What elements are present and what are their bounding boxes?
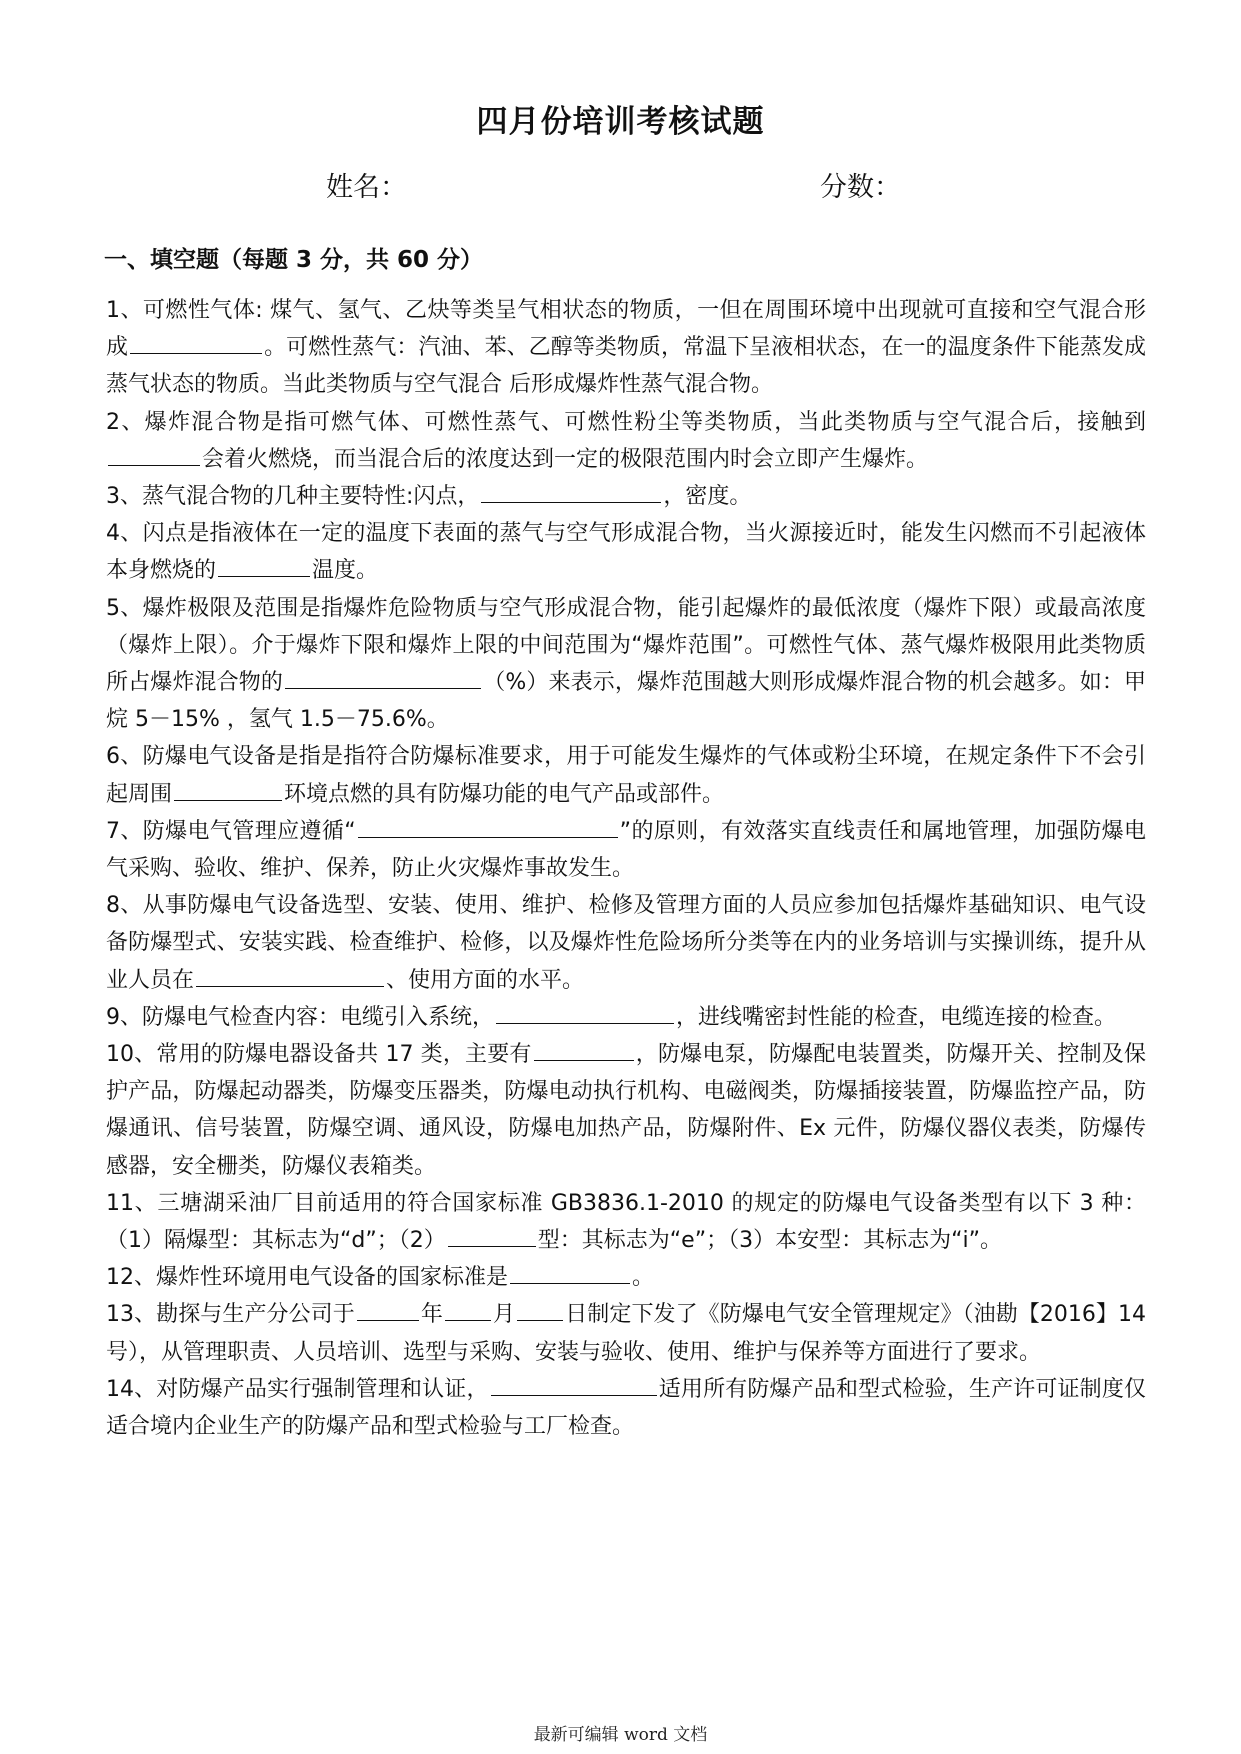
question-7 — [106, 813, 1146, 887]
score-label: 分数： — [820, 172, 901, 203]
question-5 — [106, 590, 1146, 739]
question-text: 6、防爆电气设备是指是指符合防爆标准要求，用于可能发生爆炸的气体或粉尘环境，在规定条件下不会引起周围 — [106, 744, 1146, 807]
page-footer: 最新可编辑 word 文档 — [533, 1725, 708, 1745]
answer-blank[interactable] — [357, 1298, 419, 1321]
question-9 — [106, 999, 1146, 1036]
question-8 — [106, 887, 1146, 999]
question-3 — [106, 478, 1146, 515]
question-text: ，密度。 — [663, 484, 752, 510]
question-text: ”的原则，有效落实直线责任和属地管理，加强防爆电气采购、验收、维护、保养，防止火灾爆炸事故发生。 — [106, 818, 1146, 882]
question-12 — [106, 1259, 1146, 1296]
answer-blank[interactable] — [517, 1298, 563, 1321]
question-text: 。 — [632, 1265, 655, 1291]
question-text: 9、防爆电气检查内容：电缆引入系统， — [106, 1004, 494, 1030]
answer-blank[interactable] — [108, 443, 200, 466]
page-title: 四月份培训考核试题 — [476, 104, 765, 140]
question-text: 1、可燃性气体: 煤气、氢气、乙炔等类呈气相状态的物质，一但在周围环境中出现就可直接和空气混合形成 — [106, 298, 1146, 361]
question-text: 13、勘探与生产分公司于 — [106, 1302, 355, 1328]
question-text: 环境点燃的具有防爆功能的电气产品或部件。 — [284, 781, 725, 807]
question-text: 日制定下发了《防爆电气安全管理规定》（油勘【2016】14 号），从管理职责、人员培训、选型与采购、安装与验收、使用、维护与保养等方面进行了要求。 — [106, 1302, 1153, 1365]
question-list — [106, 292, 1153, 1445]
question-text: ，防爆电泵，防爆配电装置类，防爆开关、控制及保护产品，防爆起动器类，防爆变压器类，防爆电动执行机构、电磁阀类，防爆插接装置，防爆监控产品，防爆通讯、信号装置，防爆空调、通风设，防爆电加热产品，防爆附件、Ex 元件，防爆仪器仪表类，防爆传感器，安全栅类，防爆仪表箱类。 — [106, 1042, 1146, 1179]
question-text: 7、防爆电气管理应遵循“ — [106, 818, 356, 844]
question-text: （%）来表示，爆炸范围越大则形成爆炸混合物的机会越多。如：甲烷 5－15% ，氢气 1.5－75.6%。 — [106, 670, 1146, 733]
question-text: 。可燃性蒸气：汽油、苯、乙醇等类物质，常温下呈液相状态，在一的温度条件下能蒸发成蒸气状态的物质。当此类物质与空气混合 后形成爆炸性蒸气混合物。 — [106, 335, 1146, 398]
question-text: 8、从事防爆电气设备选型、安装、使用、维护、检修及管理方面的人员应参加包括爆炸基础知识、电气设备防爆型式、安装实践、检查维护、检修，以及爆炸性危险场所分类等在内的业务培训与实操训练，提升从业人员在 — [106, 893, 1146, 993]
question-4 — [106, 515, 1146, 589]
answer-blank[interactable] — [174, 778, 282, 801]
answer-blank[interactable] — [358, 815, 618, 838]
answer-blank[interactable] — [481, 480, 661, 503]
question-2 — [106, 404, 1146, 478]
question-text: 温度。 — [312, 558, 379, 584]
question-10 — [106, 1036, 1146, 1185]
question-text: ，进线嘴密封性能的检查，电缆连接的检查。 — [676, 1004, 1117, 1030]
answer-blank[interactable] — [196, 964, 384, 987]
question-text: 月 — [492, 1302, 516, 1328]
question-text: 适用所有防爆产品和型式检验，生产许可证制度仅适合境内企业生产的防爆产品和型式检验与工厂检查。 — [106, 1376, 1146, 1440]
answer-blank[interactable] — [445, 1298, 491, 1321]
answer-blank[interactable] — [510, 1261, 630, 1284]
question-14 — [106, 1371, 1146, 1445]
answer-blank[interactable] — [448, 1224, 536, 1247]
question-text: 11、三塘湖采油厂目前适用的符合国家标准 GB3836.1-2010 的规定的防爆电气设备类型有以下 3 种：（1）隔爆型：其标志为“d”；（2） — [106, 1190, 1146, 1254]
question-text: 12、爆炸性环境用电气设备的国家标准是 — [106, 1265, 508, 1291]
question-text: 14、对防爆产品实行强制管理和认证， — [106, 1376, 489, 1402]
question-text: 年 — [420, 1302, 443, 1328]
question-text: 5、爆炸极限及范围是指爆炸危险物质与空气形成混合物，能引起爆炸的最低浓度（爆炸下限）或最高浓度（爆炸上限）。介于爆炸下限和爆炸上限的中间范围为“爆炸范围”。可燃性气体、蒸气爆炸极限用此类物质所占爆炸混合物的 — [106, 595, 1146, 696]
answer-blank[interactable] — [130, 331, 262, 354]
section-heading: 一、填空题（每题 3 分，共 60 分） — [104, 247, 484, 273]
question-text: 型：其标志为“e”；（3）本安型：其标志为“i”。 — [537, 1228, 1003, 1254]
question-text: 10、常用的防爆电器设备共 17 类，主要有 — [106, 1042, 532, 1068]
question-text: 会着火燃烧，而当混合后的浓度达到一定的极限范围内时会立即产生爆炸。 — [202, 446, 929, 472]
answer-blank[interactable] — [285, 666, 481, 689]
name-label: 姓名： — [326, 172, 407, 203]
question-13 — [106, 1296, 1153, 1370]
answer-blank[interactable] — [496, 1001, 674, 1024]
answer-blank[interactable] — [218, 554, 310, 577]
question-6 — [106, 738, 1146, 812]
question-text: 3、蒸气混合物的几种主要特性:闪点， — [106, 484, 480, 510]
answer-blank[interactable] — [491, 1373, 657, 1396]
question-text: 、使用方面的水平。 — [386, 967, 585, 993]
question-text: 2、爆炸混合物是指可燃气体、可燃性蒸气、可燃性粉尘等类物质，当此类物质与空气混合后，接触到 — [106, 409, 1146, 435]
question-1 — [106, 292, 1146, 404]
question-text: 4、闪点是指液体在一定的温度下表面的蒸气与空气形成混合物，当火源接近时，能发生闪燃而不引起液体本身燃烧的 — [106, 521, 1146, 584]
question-11 — [106, 1185, 1146, 1259]
answer-blank[interactable] — [534, 1038, 634, 1061]
